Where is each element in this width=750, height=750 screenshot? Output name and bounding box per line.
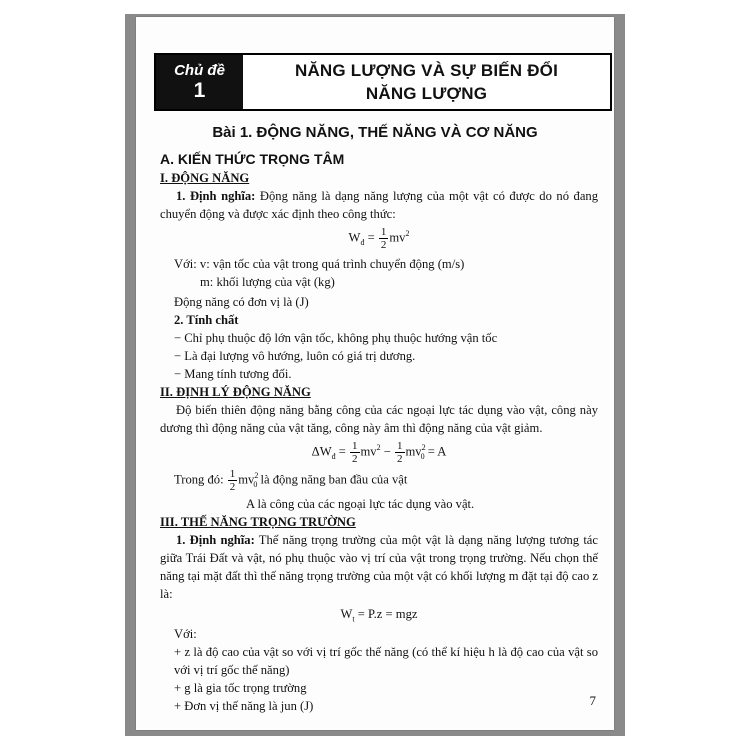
potential-definition (160, 531, 598, 603)
where-fraction (228, 468, 238, 493)
page-number: 7 (589, 693, 596, 708)
kinetic-energy-heading: I. ĐỘNG NĂNG (160, 171, 250, 185)
property-3: − Mang tính tương đối. (174, 367, 292, 381)
f-minus: − (380, 444, 394, 459)
with-line1: Với: v: vận tốc của vật trong quá trình chuyển động (m/s) (174, 257, 465, 271)
fraction (379, 226, 389, 251)
fraction-2-den: 2 (397, 453, 403, 465)
property-1: − Chỉ phụ thuộc độ lớn vận tốc, không phụ thuộc hướng vận tốc (174, 331, 498, 345)
kinetic-formula (160, 226, 598, 251)
where-text: là động năng ban đầu của vật (257, 472, 408, 487)
potential-item-2: + g là gia tốc trọng trường (174, 681, 307, 695)
formula-rhs: mv (389, 230, 406, 245)
where-term: mv (238, 472, 255, 487)
theorem-text: Độ biến thiên động năng bằng công của các ngoại lực tác dụng vào vật, công này dương thì động năng của vật tăng, công này âm thì động năng của vật giảm. (160, 403, 598, 435)
f-lhs-sub: đ (331, 451, 336, 461)
formula-lhs: W (348, 230, 361, 245)
lesson-title: Bài 1. ĐỘNG NĂNG, THẾ NĂNG VÀ CƠ NĂNG (212, 124, 538, 141)
fraction-1 (350, 440, 360, 465)
section-a-heading: A. KIẾN THỨC TRỌNG TÂM (160, 151, 345, 167)
topic-number: 1 (193, 78, 206, 102)
topic-label: Chủ đề (174, 61, 225, 79)
kinetic-definition (160, 187, 598, 223)
potential-def-label: 1. Định nghĩa: (176, 533, 255, 547)
page-content (160, 149, 598, 715)
where-prefix: Trong đó: (174, 472, 227, 487)
topic-badge (156, 55, 243, 109)
potential-formula (160, 605, 598, 623)
pf-rhs: = P.z = mgz (354, 607, 418, 621)
fraction-1-den: 2 (352, 453, 358, 465)
potential-energy-heading: III. THẾ NĂNG TRỌNG TRƯỜNG (160, 515, 356, 529)
unit-line: Động năng có đơn vị là (J) (174, 295, 309, 309)
chapter-title (243, 55, 610, 109)
where-sub: 0 (253, 479, 258, 489)
chapter-title-line2: NĂNG LƯỢNG (365, 84, 488, 103)
fraction-num: 1 (380, 226, 387, 238)
property-2: − Là đại lượng vô hướng, luôn có giá trị dương. (174, 349, 416, 363)
f-term1-sup: 2 (376, 443, 381, 453)
pf-lhs: W (340, 607, 353, 621)
f-tail: = A (424, 444, 447, 459)
formula-eq: = (364, 230, 378, 245)
potential-def-text: Thế năng trọng trường của một vật là dạng năng lượng tương tác giữa Trái Đất và vật, nó phụ thuộc vào vị trí của vật trong trọng trường. Nếu chọn thế năng tại mặt đất thì thế năng trọng trường của một vật có khối lượng m đặt tại độ cao z là: (160, 533, 598, 601)
where-fraction-num: 1 (229, 468, 236, 480)
fraction-den: 2 (380, 239, 387, 251)
f-term2: mv (405, 444, 422, 459)
properties-heading: 2. Tính chất (174, 313, 239, 327)
book-page (136, 17, 614, 730)
where-sup: 2 (254, 471, 259, 481)
def-text: Động năng là dạng năng lượng của một vật có được do nó đang chuyển động và được xác định theo công thức: (160, 189, 598, 221)
chapter-header (154, 53, 612, 111)
chapter-title-line1: NĂNG LƯỢNG VÀ SỰ BIẾN ĐỔI (294, 61, 559, 80)
f-term2-sup: 2 (421, 443, 426, 453)
potential-item-1: + z là độ cao của vật so với vị trí gốc thế năng (có thể kí hiệu h là độ cao của vật so với vị trí gốc thế năng) (174, 645, 598, 677)
formula-lhs-sub: đ (360, 237, 365, 247)
f-term2-sub: 0 (420, 451, 425, 461)
f-eq: = (335, 444, 349, 459)
fraction-2-num: 1 (397, 440, 403, 452)
theorem-formula (160, 440, 598, 465)
formula-rhs-sup: 2 (405, 229, 410, 239)
theorem-heading: II. ĐỊNH LÝ ĐỘNG NĂNG (160, 385, 311, 399)
where-line (160, 468, 598, 493)
where-line2: A là công của các ngoại lực tác dụng vào vật. (246, 497, 475, 511)
fraction-2 (395, 440, 405, 465)
with-line2: m: khối lượng của vật (kg) (200, 275, 335, 289)
potential-item-3: + Đơn vị thế năng là jun (J) (174, 699, 314, 713)
f-lhs: ΔW (311, 444, 332, 459)
potential-with-label: Với: (174, 627, 197, 641)
f-term1: mv (360, 444, 377, 459)
def-label: 1. Định nghĩa: (176, 189, 256, 203)
pf-lhs-sub: t (352, 614, 355, 624)
where-fraction-den: 2 (229, 481, 236, 493)
fraction-1-num: 1 (352, 440, 358, 452)
